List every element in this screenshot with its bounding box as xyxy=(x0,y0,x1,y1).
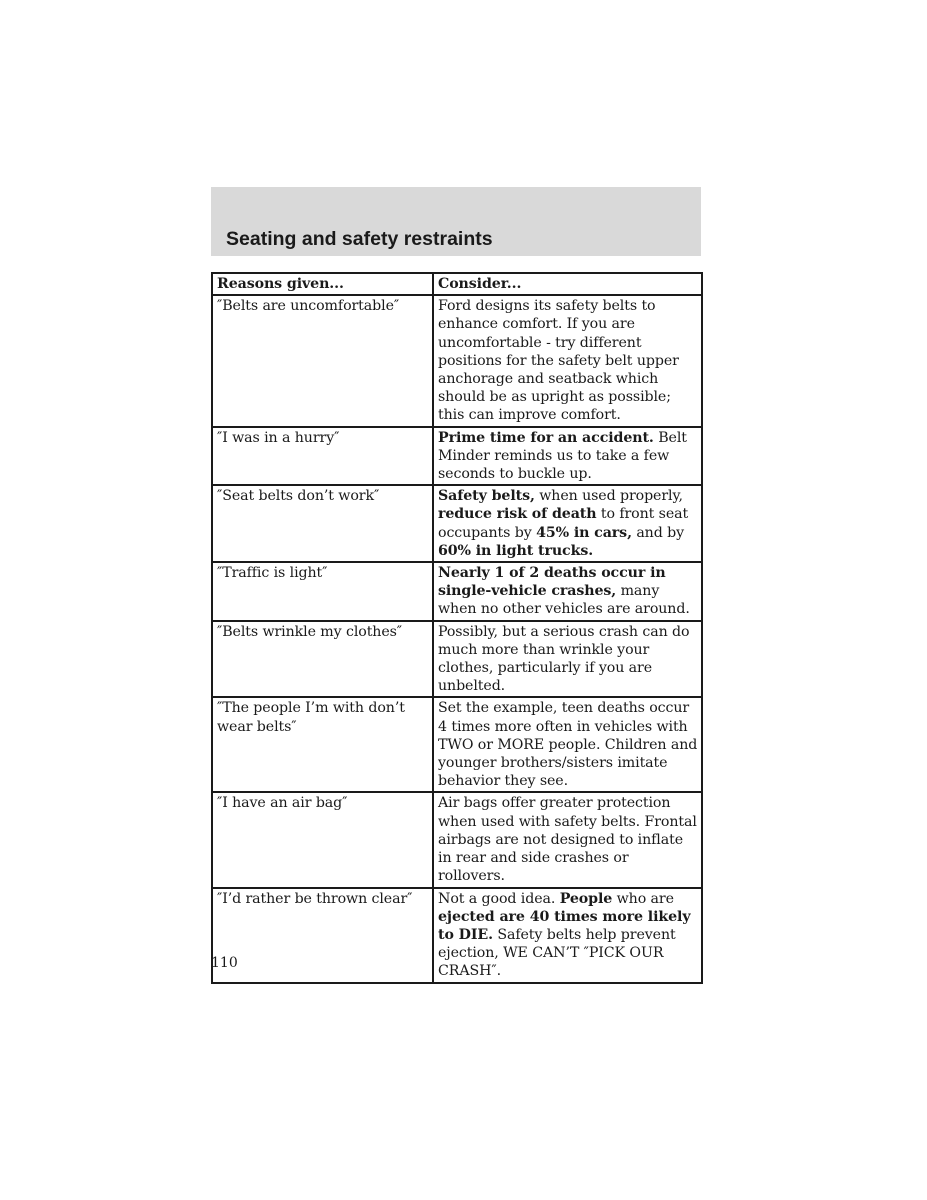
body-text: who are xyxy=(612,890,674,907)
emphasis-text: Safety belts, xyxy=(438,488,535,505)
body-text: Not a good idea. xyxy=(438,890,560,907)
emphasis-text: reduce risk of death xyxy=(438,506,597,523)
table-row xyxy=(212,697,702,792)
emphasis-text: Prime time for an accident. xyxy=(438,429,654,446)
column-header-reasons: Reasons given... xyxy=(212,273,433,295)
table-row xyxy=(212,485,702,562)
section-title: Seating and safety restraints xyxy=(226,228,493,250)
reason-cell: ″Belts wrinkle my clothes″ xyxy=(212,621,433,698)
reason-cell: ″I have an air bag″ xyxy=(212,792,433,887)
emphasis-text: Nearly 1 of 2 deaths occur in single-vehicle crashes, xyxy=(438,565,666,600)
body-text: Safety belts help prevent ejection, WE CAN’T ″PICK OUR CRASH″. xyxy=(438,926,676,980)
table-row xyxy=(212,621,702,698)
column-header-consider: Consider... xyxy=(433,273,702,295)
body-text: Ford designs its safety belts to enhance comfort. If you are uncomfortable - try different positions for the safety belt upper anchorage and seatback which should be as upright as possible; this can improve comfort. xyxy=(438,298,679,424)
emphasis-text: ejected are 40 times more likely to DIE. xyxy=(438,908,691,943)
consider-cell xyxy=(433,427,702,486)
table-header-row xyxy=(212,273,702,295)
table-row xyxy=(212,562,702,621)
emphasis-text: People xyxy=(559,890,613,907)
body-text: many when no other vehicles are around. xyxy=(438,583,690,618)
seat-belt-reasons-table xyxy=(211,272,703,984)
reason-cell: ″Belts are uncomfortable″ xyxy=(212,295,433,426)
consider-cell xyxy=(433,697,702,792)
body-text: and by xyxy=(631,524,685,541)
reason-cell: ″I’d rather be thrown clear″ xyxy=(212,888,433,983)
body-text: Set the example, teen deaths occur 4 times more often in vehicles with TWO or MORE people. Children and younger brothers/sisters imitate behavior they see. xyxy=(438,700,698,790)
reason-cell: ″Seat belts don’t work″ xyxy=(212,485,433,562)
table-row xyxy=(212,888,702,983)
body-text: Belt Minder reminds us to take a few seconds to buckle up. xyxy=(438,429,687,483)
section-header-band xyxy=(211,187,701,256)
body-text: to front seat occupants by xyxy=(438,506,689,541)
reason-cell: ″Traffic is light″ xyxy=(212,562,433,621)
table-row xyxy=(212,427,702,486)
consider-cell xyxy=(433,621,702,698)
consider-cell xyxy=(433,485,702,562)
page-number: 110 xyxy=(211,955,238,971)
consider-cell xyxy=(433,562,702,621)
body-text: when used properly, xyxy=(534,488,683,505)
body-text: Possibly, but a serious crash can do much more than wrinkle your clothes, particularly if you are unbelted. xyxy=(438,623,690,695)
body-text: Air bags offer greater protection when used with safety belts. Frontal airbags are not designed to inflate in rear and side crashes or rollovers. xyxy=(438,795,697,885)
consider-cell xyxy=(433,792,702,887)
table-body xyxy=(212,295,702,982)
emphasis-text: 60% in light trucks. xyxy=(438,542,594,559)
consider-cell xyxy=(433,888,702,983)
table-row xyxy=(212,295,702,426)
consider-cell xyxy=(433,295,702,426)
table-row xyxy=(212,792,702,887)
emphasis-text: 45% in cars, xyxy=(536,524,632,541)
reason-cell: ″I was in a hurry″ xyxy=(212,427,433,486)
reason-cell: ″The people I’m with don’t wear belts″ xyxy=(212,697,433,792)
